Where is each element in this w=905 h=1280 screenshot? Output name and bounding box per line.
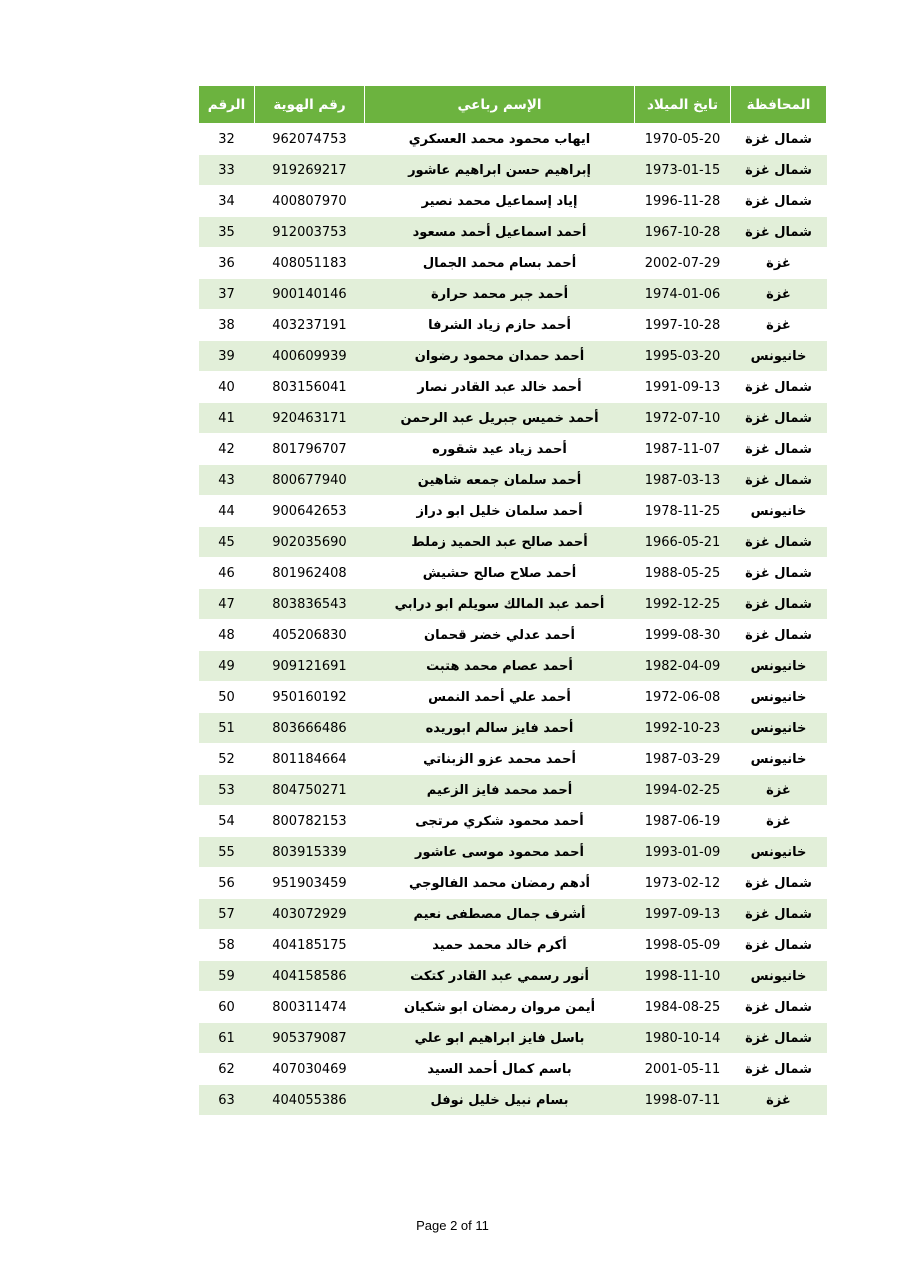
- cell-id-number: 905379087: [255, 1023, 365, 1054]
- cell-governorate: غزة: [731, 279, 827, 310]
- cell-name: أحمد عصام محمد هتبت: [365, 651, 635, 682]
- cell-name: باسم كمال أحمد السيد: [365, 1054, 635, 1085]
- cell-id-number: 403237191: [255, 310, 365, 341]
- cell-governorate: خانيونس: [731, 651, 827, 682]
- cell-serial: 60: [199, 992, 255, 1023]
- cell-name: أحمد حازم زياد الشرفا: [365, 310, 635, 341]
- cell-name: أحمد فايز سالم ابوريده: [365, 713, 635, 744]
- cell-id-number: 803836543: [255, 589, 365, 620]
- table-header: [199, 86, 827, 124]
- cell-birthdate: 1967-10-28: [635, 217, 731, 248]
- cell-governorate: شمال غزة: [731, 403, 827, 434]
- cell-governorate: شمال غزة: [731, 434, 827, 465]
- cell-id-number: 407030469: [255, 1054, 365, 1085]
- table-row: [199, 279, 827, 310]
- cell-birthdate: 1987-03-13: [635, 465, 731, 496]
- table-row: [199, 1023, 827, 1054]
- cell-id-number: 801184664: [255, 744, 365, 775]
- cell-governorate: شمال غزة: [731, 217, 827, 248]
- table-row: [199, 620, 827, 651]
- cell-serial: 51: [199, 713, 255, 744]
- cell-governorate: غزة: [731, 1085, 827, 1116]
- cell-birthdate: 1978-11-25: [635, 496, 731, 527]
- cell-id-number: 804750271: [255, 775, 365, 806]
- cell-id-number: 900140146: [255, 279, 365, 310]
- cell-id-number: 919269217: [255, 155, 365, 186]
- cell-governorate: شمال غزة: [731, 558, 827, 589]
- cell-id-number: 912003753: [255, 217, 365, 248]
- cell-birthdate: 2001-05-11: [635, 1054, 731, 1085]
- cell-serial: 39: [199, 341, 255, 372]
- table-row: [199, 558, 827, 589]
- cell-governorate: غزة: [731, 806, 827, 837]
- cell-name: أحمد بسام محمد الجمال: [365, 248, 635, 279]
- table-row: [199, 217, 827, 248]
- table-row: [199, 124, 827, 155]
- cell-serial: 55: [199, 837, 255, 868]
- cell-id-number: 800677940: [255, 465, 365, 496]
- cell-governorate: شمال غزة: [731, 465, 827, 496]
- cell-id-number: 801962408: [255, 558, 365, 589]
- cell-governorate: شمال غزة: [731, 1054, 827, 1085]
- cell-id-number: 404185175: [255, 930, 365, 961]
- cell-name: أحمد اسماعيل أحمد مسعود: [365, 217, 635, 248]
- cell-id-number: 962074753: [255, 124, 365, 155]
- cell-id-number: 800311474: [255, 992, 365, 1023]
- cell-id-number: 404158586: [255, 961, 365, 992]
- cell-serial: 58: [199, 930, 255, 961]
- cell-birthdate: 1993-01-09: [635, 837, 731, 868]
- table-row: [199, 961, 827, 992]
- cell-birthdate: 1984-08-25: [635, 992, 731, 1023]
- cell-name: أحمد سلمان خليل ابو دراز: [365, 496, 635, 527]
- cell-name: أحمد علي أحمد النمس: [365, 682, 635, 713]
- cell-name: باسل فايز ابراهيم ابو علي: [365, 1023, 635, 1054]
- cell-birthdate: 1970-05-20: [635, 124, 731, 155]
- cell-serial: 50: [199, 682, 255, 713]
- cell-name: أحمد محمود موسى عاشور: [365, 837, 635, 868]
- cell-serial: 37: [199, 279, 255, 310]
- cell-name: أحمد سلمان جمعه شاهين: [365, 465, 635, 496]
- table-row: [199, 930, 827, 961]
- cell-birthdate: 1997-10-28: [635, 310, 731, 341]
- cell-name: أحمد جبر محمد حرارة: [365, 279, 635, 310]
- cell-governorate: شمال غزة: [731, 992, 827, 1023]
- column-header-serial: الرقم: [199, 86, 255, 124]
- cell-serial: 43: [199, 465, 255, 496]
- table-row: [199, 868, 827, 899]
- cell-birthdate: 1998-05-09: [635, 930, 731, 961]
- cell-serial: 63: [199, 1085, 255, 1116]
- cell-id-number: 403072929: [255, 899, 365, 930]
- cell-serial: 38: [199, 310, 255, 341]
- cell-id-number: 405206830: [255, 620, 365, 651]
- cell-birthdate: 1999-08-30: [635, 620, 731, 651]
- cell-id-number: 400807970: [255, 186, 365, 217]
- cell-serial: 54: [199, 806, 255, 837]
- cell-birthdate: 1997-09-13: [635, 899, 731, 930]
- table-row: [199, 992, 827, 1023]
- cell-serial: 47: [199, 589, 255, 620]
- table-row: [199, 682, 827, 713]
- cell-birthdate: 1994-02-25: [635, 775, 731, 806]
- table-row: [199, 744, 827, 775]
- table-row: [199, 372, 827, 403]
- cell-serial: 42: [199, 434, 255, 465]
- cell-id-number: 400609939: [255, 341, 365, 372]
- cell-name: أشرف جمال مصطفى نعيم: [365, 899, 635, 930]
- cell-governorate: خانيونس: [731, 961, 827, 992]
- table-row: [199, 1054, 827, 1085]
- cell-name: أحمد عبد المالك سويلم ابو درابي: [365, 589, 635, 620]
- cell-birthdate: 1980-10-14: [635, 1023, 731, 1054]
- cell-serial: 33: [199, 155, 255, 186]
- table-row: [199, 186, 827, 217]
- cell-birthdate: 2002-07-29: [635, 248, 731, 279]
- cell-name: أحمد عدلي خضر قحمان: [365, 620, 635, 651]
- cell-birthdate: 1998-11-10: [635, 961, 731, 992]
- table-row: [199, 899, 827, 930]
- table-row: [199, 465, 827, 496]
- cell-name: أكرم خالد محمد حميد: [365, 930, 635, 961]
- cell-name: أحمد صلاح صالح حشيش: [365, 558, 635, 589]
- column-header-name: الإسم رباعي: [365, 86, 635, 124]
- cell-birthdate: 1995-03-20: [635, 341, 731, 372]
- cell-id-number: 909121691: [255, 651, 365, 682]
- cell-governorate: شمال غزة: [731, 930, 827, 961]
- cell-governorate: غزة: [731, 310, 827, 341]
- cell-id-number: 803666486: [255, 713, 365, 744]
- table-row: [199, 341, 827, 372]
- cell-governorate: خانيونس: [731, 837, 827, 868]
- cell-governorate: شمال غزة: [731, 124, 827, 155]
- cell-serial: 35: [199, 217, 255, 248]
- cell-name: إياد إسماعيل محمد نصير: [365, 186, 635, 217]
- cell-serial: 52: [199, 744, 255, 775]
- table-row: [199, 248, 827, 279]
- cell-name: أنور رسمي عبد القادر كتكت: [365, 961, 635, 992]
- cell-id-number: 801796707: [255, 434, 365, 465]
- table-row: [199, 589, 827, 620]
- cell-serial: 53: [199, 775, 255, 806]
- cell-governorate: شمال غزة: [731, 868, 827, 899]
- cell-birthdate: 1966-05-21: [635, 527, 731, 558]
- cell-birthdate: 1973-01-15: [635, 155, 731, 186]
- cell-serial: 49: [199, 651, 255, 682]
- cell-name: بسام نبيل خليل نوفل: [365, 1085, 635, 1116]
- cell-id-number: 902035690: [255, 527, 365, 558]
- cell-name: أحمد خميس جبريل عبد الرحمن: [365, 403, 635, 434]
- cell-serial: 48: [199, 620, 255, 651]
- cell-serial: 59: [199, 961, 255, 992]
- cell-name: ايهاب محمود محمد العسكري: [365, 124, 635, 155]
- column-header-birthdate: تايخ الميلاد: [635, 86, 731, 124]
- cell-birthdate: 1973-02-12: [635, 868, 731, 899]
- table-row: [199, 651, 827, 682]
- cell-birthdate: 1998-07-11: [635, 1085, 731, 1116]
- column-header-id-number: رقم الهوية: [255, 86, 365, 124]
- table-row: [199, 403, 827, 434]
- cell-governorate: خانيونس: [731, 682, 827, 713]
- table-body: [199, 124, 827, 1116]
- cell-birthdate: 1992-12-25: [635, 589, 731, 620]
- cell-serial: 61: [199, 1023, 255, 1054]
- table-row: [199, 527, 827, 558]
- cell-name: أيمن مروان رمضان ابو شكيان: [365, 992, 635, 1023]
- cell-serial: 34: [199, 186, 255, 217]
- table-row: [199, 496, 827, 527]
- cell-name: أحمد حمدان محمود رضوان: [365, 341, 635, 372]
- cell-birthdate: 1987-06-19: [635, 806, 731, 837]
- cell-name: أحمد زياد عيد شقوره: [365, 434, 635, 465]
- cell-name: أحمد محمد عزو الزبناتي: [365, 744, 635, 775]
- cell-name: إبراهيم حسن ابراهيم عاشور: [365, 155, 635, 186]
- cell-governorate: خانيونس: [731, 713, 827, 744]
- cell-governorate: خانيونس: [731, 496, 827, 527]
- cell-id-number: 920463171: [255, 403, 365, 434]
- cell-governorate: غزة: [731, 248, 827, 279]
- cell-serial: 36: [199, 248, 255, 279]
- table-row: [199, 310, 827, 341]
- table-row: [199, 1085, 827, 1116]
- cell-id-number: 900642653: [255, 496, 365, 527]
- cell-governorate: شمال غزة: [731, 372, 827, 403]
- cell-governorate: شمال غزة: [731, 527, 827, 558]
- cell-birthdate: 1992-10-23: [635, 713, 731, 744]
- cell-birthdate: 1972-07-10: [635, 403, 731, 434]
- cell-id-number: 800782153: [255, 806, 365, 837]
- cell-birthdate: 1996-11-28: [635, 186, 731, 217]
- column-header-governorate: المحافظة: [731, 86, 827, 124]
- cell-birthdate: 1987-11-07: [635, 434, 731, 465]
- cell-serial: 56: [199, 868, 255, 899]
- cell-birthdate: 1982-04-09: [635, 651, 731, 682]
- cell-name: أحمد محمد فايز الزعيم: [365, 775, 635, 806]
- table-header-row: [199, 86, 827, 124]
- table-row: [199, 806, 827, 837]
- cell-governorate: شمال غزة: [731, 1023, 827, 1054]
- table-row: [199, 713, 827, 744]
- cell-birthdate: 1991-09-13: [635, 372, 731, 403]
- cell-id-number: 950160192: [255, 682, 365, 713]
- cell-name: أدهم رمضان محمد الفالوجي: [365, 868, 635, 899]
- table-row: [199, 775, 827, 806]
- cell-birthdate: 1987-03-29: [635, 744, 731, 775]
- cell-id-number: 951903459: [255, 868, 365, 899]
- cell-name: أحمد صالح عبد الحميد زملط: [365, 527, 635, 558]
- records-table: [198, 85, 827, 1116]
- cell-serial: 62: [199, 1054, 255, 1085]
- cell-governorate: شمال غزة: [731, 186, 827, 217]
- cell-name: أحمد خالد عبد القادر نصار: [365, 372, 635, 403]
- cell-name: أحمد محمود شكري مرتجى: [365, 806, 635, 837]
- table-row: [199, 155, 827, 186]
- cell-birthdate: 1974-01-06: [635, 279, 731, 310]
- table-row: [199, 434, 827, 465]
- cell-id-number: 408051183: [255, 248, 365, 279]
- cell-serial: 44: [199, 496, 255, 527]
- cell-serial: 40: [199, 372, 255, 403]
- cell-id-number: 404055386: [255, 1085, 365, 1116]
- cell-governorate: غزة: [731, 775, 827, 806]
- page-footer: Page 2 of 11: [416, 1218, 489, 1233]
- cell-serial: 46: [199, 558, 255, 589]
- cell-id-number: 803156041: [255, 372, 365, 403]
- cell-governorate: شمال غزة: [731, 899, 827, 930]
- cell-governorate: شمال غزة: [731, 155, 827, 186]
- cell-birthdate: 1972-06-08: [635, 682, 731, 713]
- cell-serial: 41: [199, 403, 255, 434]
- table-row: [199, 837, 827, 868]
- cell-governorate: خانيونس: [731, 341, 827, 372]
- cell-governorate: شمال غزة: [731, 620, 827, 651]
- cell-birthdate: 1988-05-25: [635, 558, 731, 589]
- cell-serial: 45: [199, 527, 255, 558]
- cell-serial: 32: [199, 124, 255, 155]
- cell-governorate: شمال غزة: [731, 589, 827, 620]
- cell-governorate: خانيونس: [731, 744, 827, 775]
- cell-id-number: 803915339: [255, 837, 365, 868]
- cell-serial: 57: [199, 899, 255, 930]
- records-table-container: [199, 85, 827, 1116]
